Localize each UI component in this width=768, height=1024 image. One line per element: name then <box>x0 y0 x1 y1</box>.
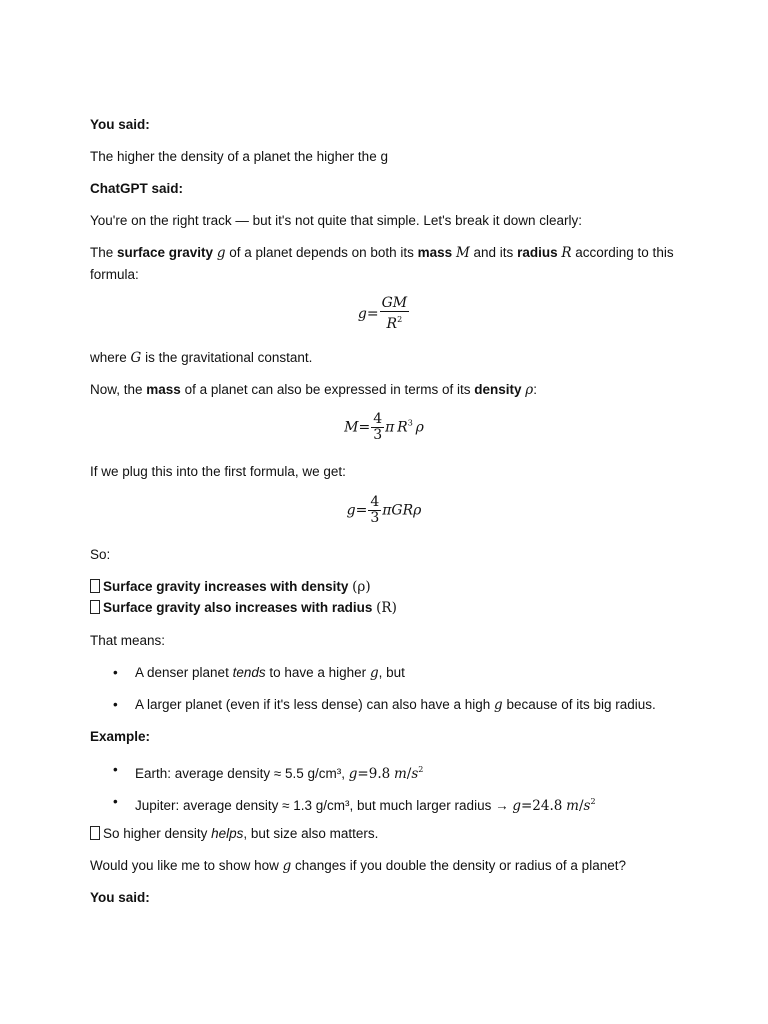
combined-formula: g= $\frac{4}{3}$ πGRρ <box>346 494 422 526</box>
chatgpt-label: ChatGPT said: <box>90 181 184 196</box>
gravity-formula: g= $\frac{GM}{R^2}$ <box>357 295 408 332</box>
list-item: Earth: average density ≈ 5.5 g/cm³, g=9.8 $m/s^2$ <box>135 765 424 782</box>
list-item: A denser planet tends to have a higher g, but <box>135 665 405 681</box>
pin-icon <box>90 826 100 840</box>
intro-paragraph: You're on the right track — but it's not quite that simple. Let's break it down clearly: <box>90 213 582 228</box>
bullet-dot: • <box>113 794 118 809</box>
mass-formula: M= $\frac{4}{3}$ π $R^3$ ρ <box>344 411 424 443</box>
list-item: Jupiter: average density ≈ 1.3 g/cm³, but much larger radius → g=24.8 $m/s^2$ <box>135 797 596 814</box>
user-message: The higher the density of a planet the higher the g <box>90 149 388 164</box>
bullet-dot: • <box>113 697 118 712</box>
you-said-label: You said: <box>90 890 150 905</box>
list-item: A larger planet (even if it's less dense) can also have a high g because of its big radius. <box>135 697 656 713</box>
checkmark-icon <box>90 600 100 614</box>
checkmark-icon <box>90 579 100 593</box>
follow-up-question: Would you like me to show how g changes if you double the density or radius of a planet? <box>90 858 626 874</box>
radius-conclusion: Surface gravity also increases with radius (R) <box>90 597 690 619</box>
so-label: So: <box>90 547 111 562</box>
formula-intro-paragraph: The surface gravity g of a planet depends on both its mass M and its radius R according to this formula: <box>90 245 674 282</box>
summary-line: So higher density helps, but size also matters. <box>90 823 690 844</box>
mass-density-paragraph: Now, the mass of a planet can also be expressed in terms of its density ρ: <box>90 382 537 398</box>
you-said-label: You said: <box>90 117 150 132</box>
that-means-label: That means: <box>90 633 166 648</box>
bullet-dot: • <box>113 665 118 680</box>
gravitational-constant-note: where G is the gravitational constant. <box>90 350 313 366</box>
example-label: Example: <box>90 729 151 744</box>
bullet-dot: • <box>113 762 118 777</box>
plug-in-paragraph: If we plug this into the first formula, we get: <box>90 464 346 479</box>
density-conclusion: Surface gravity increases with density (ρ) <box>90 576 690 598</box>
